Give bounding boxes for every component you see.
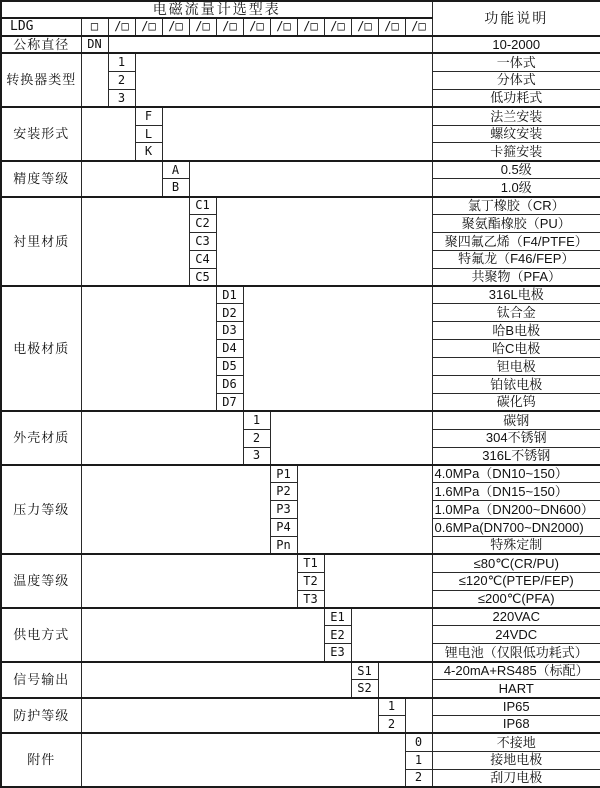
- option-code: D3: [216, 322, 243, 340]
- option-description: 4-20mA+RS485（标配）: [432, 662, 600, 680]
- option-code: S2: [351, 680, 378, 698]
- option-description: 316L电极: [432, 286, 600, 304]
- table-row: [1, 733, 600, 751]
- option-description: 刮刀电极: [432, 769, 600, 787]
- option-description: 316L不锈钢: [432, 447, 600, 465]
- option-code: D4: [216, 340, 243, 358]
- table-row: [1, 1, 600, 18]
- option-description: 4.0MPa（DN10~150）: [432, 465, 600, 483]
- table-row: [1, 465, 600, 483]
- option-description: 碳钢: [432, 411, 600, 429]
- right-spacer: [108, 36, 432, 54]
- option-description: 24VDC: [432, 626, 600, 644]
- option-description: IP68: [432, 715, 600, 733]
- option-description: 锂电池（仅限低功耗式）: [432, 644, 600, 662]
- category-label: 电极材质: [1, 286, 81, 411]
- option-description: 一体式: [432, 53, 600, 71]
- option-code: A: [162, 161, 189, 179]
- left-spacer: [81, 465, 270, 554]
- category-label: 防护等级: [1, 698, 81, 734]
- option-description: 特殊定制: [432, 537, 600, 555]
- option-code: 2: [108, 71, 135, 89]
- option-code: E3: [324, 644, 351, 662]
- option-description: 220VAC: [432, 608, 600, 626]
- option-code: E2: [324, 626, 351, 644]
- right-spacer: [162, 107, 432, 161]
- ldg-checkbox-slot: /□: [270, 18, 297, 36]
- ldg-checkbox-slot: /□: [189, 18, 216, 36]
- category-label: 信号输出: [1, 662, 81, 698]
- table-row: [1, 698, 600, 716]
- category-label: 精度等级: [1, 161, 81, 197]
- table-row: [1, 662, 600, 680]
- option-description: 螺纹安装: [432, 125, 600, 143]
- right-spacer: [324, 554, 432, 608]
- category-label: 安装形式: [1, 107, 81, 161]
- right-spacer: [270, 411, 432, 465]
- left-spacer: [81, 197, 189, 286]
- option-description: 0.6MPa(DN700~DN2000): [432, 519, 600, 537]
- option-code: S1: [351, 662, 378, 680]
- option-description: 铂铱电极: [432, 376, 600, 394]
- option-description: 接地电极: [432, 751, 600, 769]
- ldg-checkbox-slot: /□: [162, 18, 189, 36]
- option-description: IP65: [432, 698, 600, 716]
- left-spacer: [81, 53, 108, 107]
- option-description: ≤120℃(PTEP/FEP): [432, 572, 600, 590]
- table-body: [1, 1, 600, 787]
- option-description: 钽电极: [432, 358, 600, 376]
- option-code: C4: [189, 250, 216, 268]
- option-description: 共聚物（PFA）: [432, 268, 600, 286]
- option-code: T3: [297, 590, 324, 608]
- right-spacer: [216, 197, 432, 286]
- right-spacer: [297, 465, 432, 554]
- left-spacer: [81, 608, 324, 662]
- right-spacer: [351, 608, 432, 662]
- option-description: 304不锈钢: [432, 429, 600, 447]
- option-code: 3: [243, 447, 270, 465]
- option-description: 不接地: [432, 733, 600, 751]
- ldg-checkbox-slot: /□: [351, 18, 378, 36]
- option-code: D5: [216, 358, 243, 376]
- option-code: 2: [378, 715, 405, 733]
- option-description: 1.0MPa（DN200~DN600）: [432, 501, 600, 519]
- category-label: 附件: [1, 733, 81, 787]
- option-code: 1: [108, 53, 135, 71]
- option-description: 哈C电极: [432, 340, 600, 358]
- option-code: C3: [189, 232, 216, 250]
- category-label: 转换器类型: [1, 53, 81, 107]
- table-row: [1, 286, 600, 304]
- option-description: 低功耗式: [432, 89, 600, 107]
- left-spacer: [81, 733, 405, 787]
- option-description: 卡箍安装: [432, 143, 600, 161]
- left-spacer: [81, 286, 216, 411]
- ldg-first-checkbox: □: [81, 18, 108, 36]
- option-code: P2: [270, 483, 297, 501]
- left-spacer: [81, 554, 297, 608]
- option-description: 碳化钨: [432, 393, 600, 411]
- option-description: 聚四氟乙烯（F4/PTFE）: [432, 232, 600, 250]
- option-code: 2: [243, 429, 270, 447]
- option-code: C1: [189, 197, 216, 215]
- option-description: ≤80℃(CR/PU): [432, 554, 600, 572]
- category-label: 衬里材质: [1, 197, 81, 286]
- option-code: P1: [270, 465, 297, 483]
- category-label: 温度等级: [1, 554, 81, 608]
- ldg-checkbox-slot: /□: [378, 18, 405, 36]
- ldg-checkbox-slot: /□: [324, 18, 351, 36]
- option-description: 聚氨酯橡胶（PU）: [432, 214, 600, 232]
- table-title: 电磁流量计选型表: [1, 1, 432, 18]
- left-spacer: [81, 698, 378, 734]
- option-code: P3: [270, 501, 297, 519]
- right-spacer: [135, 53, 432, 107]
- option-code: P4: [270, 519, 297, 537]
- option-description: 法兰安装: [432, 107, 600, 125]
- right-spacer: [189, 161, 432, 197]
- option-code: D2: [216, 304, 243, 322]
- option-description: 特氟龙（F46/FEP）: [432, 250, 600, 268]
- option-description: 钛合金: [432, 304, 600, 322]
- option-code: E1: [324, 608, 351, 626]
- table-row: [1, 53, 600, 71]
- option-description: HART: [432, 680, 600, 698]
- category-label: 供电方式: [1, 608, 81, 662]
- option-code: Pn: [270, 537, 297, 555]
- right-spacer: [405, 698, 432, 734]
- table-row: [1, 161, 600, 179]
- left-spacer: [81, 107, 135, 161]
- option-code: 1: [378, 698, 405, 716]
- option-code: B: [162, 179, 189, 197]
- option-description: 哈B电极: [432, 322, 600, 340]
- ldg-checkbox-slot: /□: [216, 18, 243, 36]
- option-code: 3: [108, 89, 135, 107]
- option-code: DN: [81, 36, 108, 54]
- option-code: C2: [189, 214, 216, 232]
- option-description: 1.0级: [432, 179, 600, 197]
- option-code: D7: [216, 393, 243, 411]
- ldg-checkbox-slot: /□: [405, 18, 432, 36]
- option-description: 10-2000: [432, 36, 600, 54]
- option-code: T2: [297, 572, 324, 590]
- left-spacer: [81, 662, 351, 698]
- option-code: 2: [405, 769, 432, 787]
- table-row: [1, 554, 600, 572]
- category-label: 外壳材质: [1, 411, 81, 465]
- category-label: 公称直径: [1, 36, 81, 54]
- table-row: [1, 107, 600, 125]
- option-code: D1: [216, 286, 243, 304]
- option-description: 分体式: [432, 71, 600, 89]
- option-code: D6: [216, 376, 243, 394]
- option-description: 0.5级: [432, 161, 600, 179]
- left-spacer: [81, 411, 243, 465]
- table-row: [1, 608, 600, 626]
- option-code: C5: [189, 268, 216, 286]
- table-row: [1, 411, 600, 429]
- table-row: [1, 36, 600, 54]
- option-description: 氯丁橡胶（CR）: [432, 197, 600, 215]
- ldg-checkbox-slot: /□: [135, 18, 162, 36]
- option-code: 1: [243, 411, 270, 429]
- ldg-checkbox-slot: /□: [297, 18, 324, 36]
- option-description: 1.6MPa（DN15~150）: [432, 483, 600, 501]
- ldg-label: LDG: [1, 18, 81, 36]
- option-code: K: [135, 143, 162, 161]
- option-code: T1: [297, 554, 324, 572]
- option-code: F: [135, 107, 162, 125]
- option-code: L: [135, 125, 162, 143]
- right-spacer: [378, 662, 432, 698]
- ldg-checkbox-slot: /□: [243, 18, 270, 36]
- category-label: 压力等级: [1, 465, 81, 554]
- table-row: [1, 197, 600, 215]
- function-column-header: 功能说明: [432, 1, 600, 36]
- option-code: 1: [405, 751, 432, 769]
- ldg-checkbox-slot: /□: [108, 18, 135, 36]
- option-description: ≤200℃(PFA): [432, 590, 600, 608]
- option-code: 0: [405, 733, 432, 751]
- left-spacer: [81, 161, 162, 197]
- right-spacer: [243, 286, 432, 411]
